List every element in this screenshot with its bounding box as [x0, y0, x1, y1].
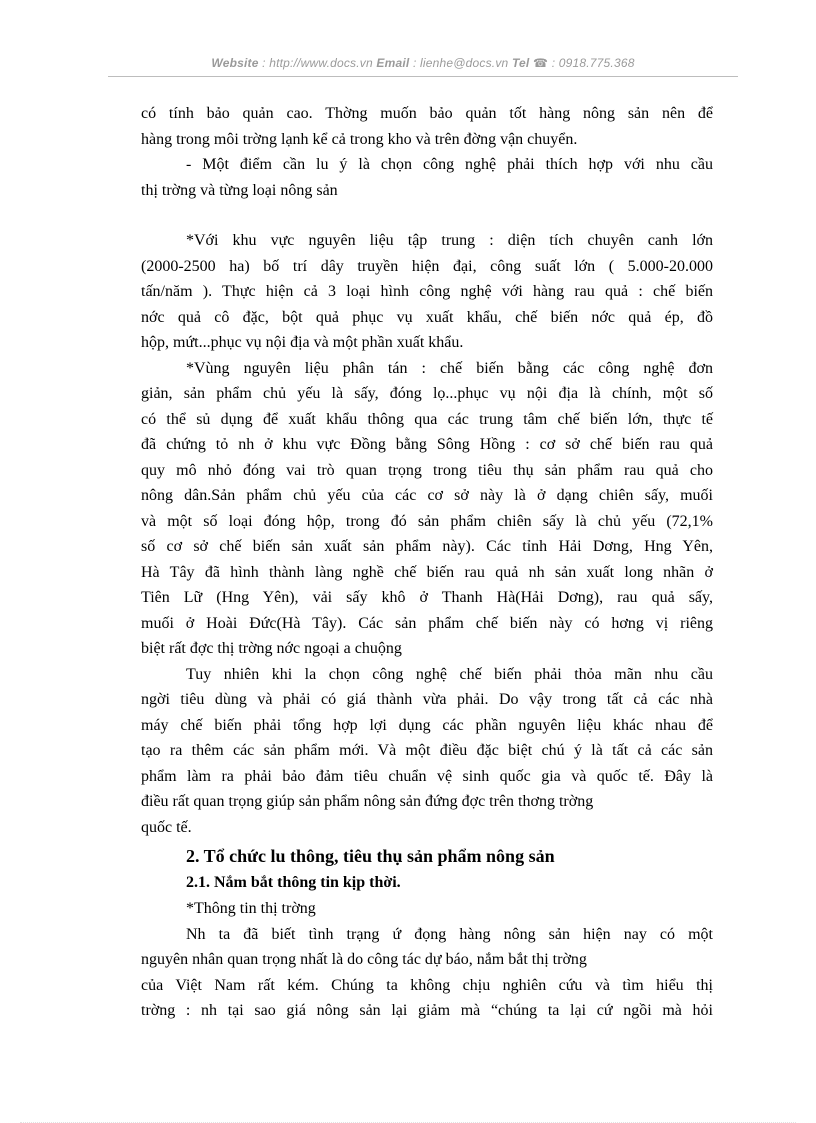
text-line: số cơ sở chế biến sản xuất sản phẩm này). Các tỉnh Hải Dơng, Hng Yên,	[141, 538, 713, 555]
website-value: : http://www.docs.vn	[262, 56, 373, 70]
text-line: trờng : nh tại sao giá nông sản lại giảm mà “chúng ta lại cứ ngồi mà hỏi	[141, 1002, 713, 1019]
text-line: nớc quả cô đặc, bột quả phục vụ xuất khẩu, chế biến nớc quả ép, đồ	[141, 308, 713, 326]
header-divider	[108, 76, 738, 77]
text-line: Hà Tây đã hình thành làng nghề chế biến rau quả nh sản xuất long nhãn ở	[141, 563, 713, 581]
text-line: Tiên Lữ (Hng Yên), vải sấy khô ở Thanh Hà(Hải Dơng), rau quả sấy,	[141, 589, 713, 606]
text-line: - Một điểm cần lu ý là chọn công nghệ phải thích hợp với nhu cầu	[186, 156, 713, 173]
text-line: và một số loại đóng hộp, trong đó sản phẩm chiên sấy là chủ yếu (72,1%	[141, 512, 713, 530]
text-line: có tính bảo quản cao. Thờng muốn bảo quản tốt hàng nông sản nên để	[141, 105, 713, 122]
document-body	[141, 101, 713, 1024]
text-line: ngời tiêu dùng và phải có giá thành vừa phải. Do vậy trong tất cả các nhà	[141, 691, 713, 708]
text-line: *Với khu vực nguyên liệu tập trung : diện tích chuyên canh lớn	[186, 232, 713, 249]
text-line: hộp, mứt...phục vụ nội địa và một phần xuất khẩu.	[141, 334, 464, 351]
text-line: đã chứng tỏ nh ở khu vực Đồng bằng Sông Hồng : cơ sở chế biến rau quả	[141, 436, 713, 453]
text-line: thị trờng và từng loại nông sản	[141, 181, 338, 199]
text-line: điều rất quan trọng giúp sản phẩm nông sản đứng đợc trên thơng trờng	[141, 793, 594, 810]
text-line: quốc tế.	[141, 818, 192, 836]
subsection-heading: 2.1. Nắm bắt thông tin kịp thời.	[186, 874, 401, 891]
text-line: biệt rất đợc thị trờng nớc ngoại a chuộng	[141, 640, 402, 657]
text-line: tấn/năm ). Thực hiện cả 3 loại hình công nghệ với hàng rau quả : chế biến	[141, 283, 713, 300]
text-line: nguyên nhân quan trọng nhất là do công tác dự báo, nắm bắt thị trờng	[141, 951, 587, 968]
tel-value: ☎ : 0918.775.368	[533, 56, 635, 70]
text-line: Nh ta đã biết tình trạng ứ đọng hàng nông sản hiện nay có một	[186, 925, 713, 943]
text-line: tạo ra thêm các sản phẩm mới. Và một điều đặc biệt chú ý là tất cả các sản	[141, 742, 713, 759]
text-line: *Vùng nguyên liệu phân tán : chế biến bằng các công nghệ đơn	[186, 359, 713, 377]
text-line: phẩm làm ra phải bảo đảm tiêu chuẩn vệ sinh quốc gia và quốc tế. Đây là	[141, 767, 713, 785]
text-line: nông dân.Sản phẩm chủ yếu của các cơ sở này là ở dạng chiên sấy, muối	[141, 487, 713, 504]
tel-label: Tel	[511, 56, 530, 70]
text-line: của Việt Nam rất kém. Chúng ta không chịu nghiên cứu và tìm hiểu thị	[141, 976, 713, 994]
email-value: : lienhe@docs.vn	[412, 56, 509, 70]
website-label: Website	[211, 56, 259, 70]
section-heading: 2. Tổ chức lu thông, tiêu thụ sản phẩm nông sản	[186, 846, 555, 866]
text-line: máy chế biến phải tổng hợp lợi dụng các phần nguyên liệu khác nhau để	[141, 716, 713, 734]
page-header	[108, 56, 738, 70]
text-line: hàng trong môi trờng lạnh kể cả trong kho và trên đờng vận chuyển.	[141, 130, 578, 148]
text-line: giản, sản phẩm chủ yếu là sấy, đóng lọ...phục vụ nội địa là chính, một số	[141, 385, 713, 402]
text-line: có thể sủ dụng để xuất khẩu thông qua các trung tâm chế biến lớn, thực tế	[141, 410, 713, 428]
email-label: Email	[376, 56, 410, 70]
text-line: *Thông tin thị trờng	[186, 900, 316, 917]
paragraph-gap	[141, 203, 713, 228]
text-line: (2000-2500 ha) bố trí dây truyền hiện đại, công suất lớn ( 5.000-20.000	[141, 257, 713, 275]
text-line: muối ở Hoài Đức(Hà Tây). Các sản phẩm chế biến này có hơng vị riêng	[141, 614, 713, 632]
text-line: Tuy nhiên khi la chọn công nghệ chế biến phải thỏa mãn nhu cầu	[186, 665, 713, 683]
text-line: quy mô nhỏ đóng vai trò quan trọng trong tiêu thụ sản phẩm rau quả cho	[141, 461, 713, 479]
